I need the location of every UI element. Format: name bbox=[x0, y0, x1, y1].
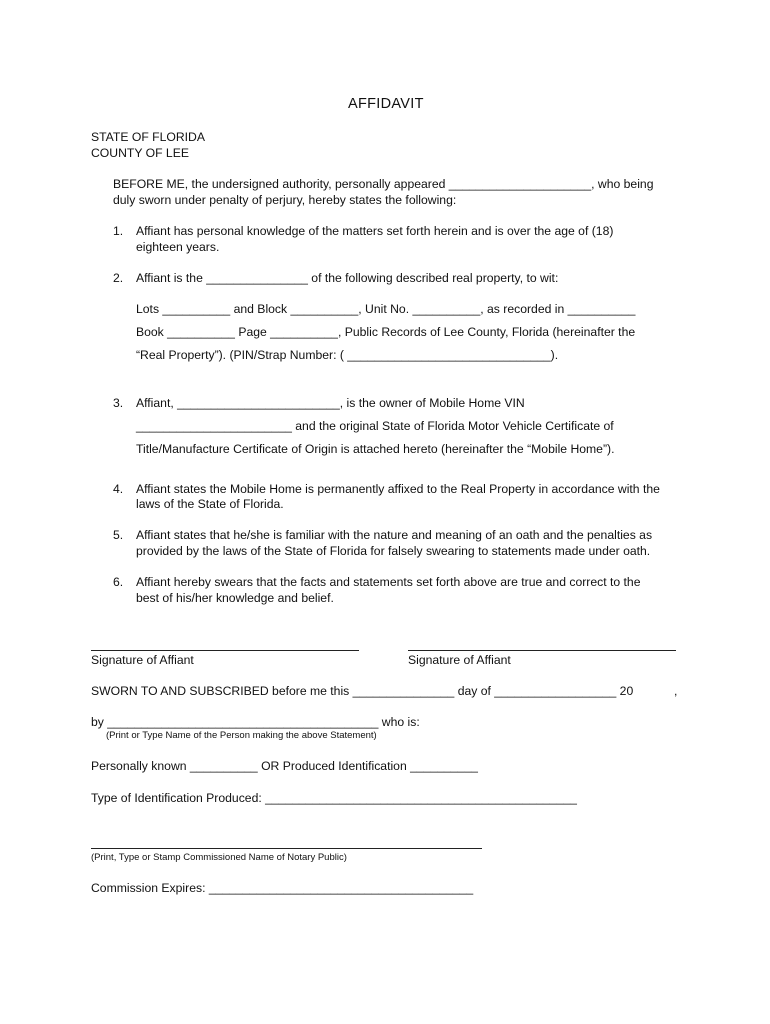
signature-label-right: Signature of Affiant bbox=[408, 653, 511, 667]
item-6-line-2: best of his/her knowledge and belief. bbox=[136, 591, 334, 605]
item-1-line-2: eighteen years. bbox=[136, 240, 220, 254]
county-line: COUNTY OF LEE bbox=[91, 146, 189, 160]
item-5-number: 5. bbox=[113, 528, 124, 542]
intro-line-1: BEFORE ME, the undersigned authority, personally appeared _____________________, who being bbox=[113, 177, 654, 191]
intro-line-2: duly sworn under penalty of perjury, hereby states the following: bbox=[113, 193, 457, 207]
signature-line-left[interactable] bbox=[91, 650, 359, 651]
item-4-line-1: Affiant states the Mobile Home is permanently affixed to the Real Property in accordance with the bbox=[136, 482, 660, 496]
item-5-line-2: provided by the laws of the State of Florida for falsely swearing to statements made under oath. bbox=[136, 544, 651, 558]
item-2-book-line: Book __________ Page __________, Public Records of Lee County, Florida (hereinafter the bbox=[136, 325, 636, 339]
by-line: by ________________________________________ who is: bbox=[91, 715, 420, 729]
notary-note: (Print, Type or Stamp Commissioned Name of Notary Public) bbox=[91, 852, 347, 863]
sworn-comma: , bbox=[674, 684, 678, 698]
item-5-line-1: Affiant states that he/she is familiar with the nature and meaning of an oath and the penalties as bbox=[136, 528, 653, 542]
signature-label-left: Signature of Affiant bbox=[91, 653, 194, 667]
item-3-line-2: _______________________ and the original State of Florida Motor Vehicle Certificate of bbox=[136, 419, 614, 433]
notary-name-line[interactable] bbox=[91, 848, 482, 849]
item-6-line-1: Affiant hereby swears that the facts and statements set forth above are true and correct to the bbox=[136, 575, 641, 589]
item-1-number: 1. bbox=[113, 224, 124, 238]
item-2-line-1: Affiant is the _______________ of the following described real property, to wit: bbox=[136, 271, 559, 285]
item-2-pin-line: “Real Property”). (PIN/Strap Number: ( ______________________________). bbox=[136, 348, 559, 362]
item-4-line-2: laws of the State of Florida. bbox=[136, 497, 284, 511]
state-line: STATE OF FLORIDA bbox=[91, 130, 205, 144]
document-title: AFFIDAVIT bbox=[348, 96, 424, 112]
by-note: (Print or Type Name of the Person making the above Statement) bbox=[106, 730, 377, 741]
sworn-line: SWORN TO AND SUBSCRIBED before me this _______________ day of __________________ 20 bbox=[91, 684, 634, 698]
item-3-line-3: Title/Manufacture Certificate of Origin is attached hereto (hereinafter the “Mobile Home”). bbox=[136, 442, 615, 456]
commission-expires-line: Commission Expires: _______________________________________ bbox=[91, 881, 474, 895]
item-1-line-1: Affiant has personal knowledge of the matters set forth herein and is over the age of (18) bbox=[136, 224, 614, 238]
identification-type-line: Type of Identification Produced: ______________________________________________ bbox=[91, 791, 577, 805]
personally-known-line: Personally known __________ OR Produced Identification __________ bbox=[91, 759, 478, 773]
item-6-number: 6. bbox=[113, 575, 124, 589]
item-3-number: 3. bbox=[113, 396, 124, 410]
item-2-lots-line: Lots __________ and Block __________, Unit No. __________, as recorded in __________ bbox=[136, 302, 636, 316]
item-3-line-1: Affiant, ________________________, is the owner of Mobile Home VIN bbox=[136, 396, 525, 410]
signature-line-right[interactable] bbox=[408, 650, 676, 651]
item-4-number: 4. bbox=[113, 482, 124, 496]
item-2-number: 2. bbox=[113, 271, 124, 285]
